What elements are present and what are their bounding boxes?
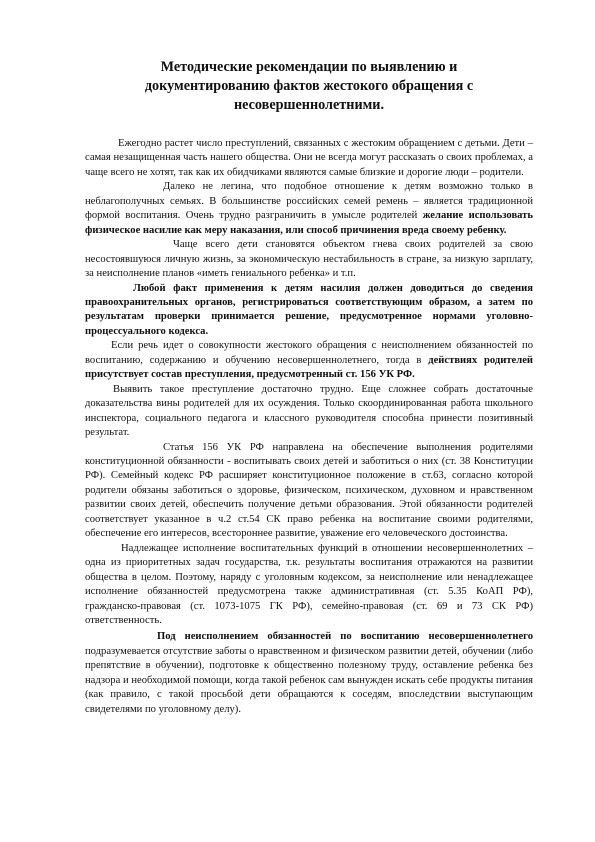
- paragraph-9-emphasis: Под неисполнением обязанностей по воспитанию несовершеннолетнего: [157, 631, 533, 643]
- paragraph-9: [85, 630, 533, 717]
- paragraph-8-text: Надлежащее исполнение воспитательных функций в отношении несовершеннолетних – одна из приоритетных задач государства, т.к. результаты воспитания отражаются на развитии общества в целом. Поэтому, наряду с уголовным кодексом, за неисполнение или ненадлежащее исполнение обязанностей предусмотрена также административная (ст. 5.35 КоАП РФ), гражданско-правовая (ст. 1073-1075 ГК РФ), семейно-правовая (ст. 69 и 73 СК РФ) ответственность.: [85, 542, 533, 626]
- paragraph-5-text: Если речь идет о совокупности жестокого обращения с неисполнением обязанностей по воспитанию, содержанию и обучению несовершеннолетнего, тогда в: [85, 340, 533, 366]
- paragraph-6: [85, 383, 533, 441]
- paragraph-7-text: Статья 156 УК РФ направлена на обеспечение выполнения родителями конституционной обязанности - воспитывать своих детей и заботиться о них (ст. 38 Конституции РФ). Семейный кодекс РФ расширяет конституционное положение в ст.63, согласно которой родители обязаны заботиться о здоровье, физическом, психическом, духовном и нравственном развитии своих детей, обеспечить получение детьми образования. Этой обязанности родителей соответствует указанное в ч.2 ст.54 СК право ребенка на воспитание своими родителями, обеспечение его интересов, всестороннее развитие, уважение его человеческого достоинства.: [85, 441, 533, 540]
- paragraph-2-text: Далеко не легина, что подобное отношение к детям возможно только в неблагополучных семьях. В большинстве российских семей ремень – является традиционной формой воспитания. Очень трудно разграничить в умысле родителей: [85, 181, 533, 222]
- paragraph-4-text: Любой факт применения к детям насилия должен доводиться до сведения правоохранительных органов, регистрироваться соответствующим образом, а затем по результатам проверки принимается решение, предусмотренное нормами уголовно-процессуального кодекса.: [85, 282, 533, 337]
- title-line-2: документированию фактов жестокого обращения с: [144, 78, 474, 94]
- paragraph-5-emphasis: действиях родителей присутствует состав преступления, предусмотренный ст. 156 УК РФ.: [85, 354, 534, 381]
- paragraph-3-text: Чаще всего дети становятся объектом гнева своих родителей за свою несостоявшуюся личную жизнь, за экономическую нестабильность в стране, за низкую зарплату, за неисполнение планов «иметь гениального ребенка» и т.п.: [85, 239, 533, 280]
- page-title: [85, 58, 533, 115]
- paragraph-4: [85, 282, 533, 340]
- paragraph-6-text: Выявить такое преступление достаточно трудно. Еще сложнее собрать достаточные доказательства вины родителей для их осуждения. Только скоординированная работа школьного инспектора, социального педагога и классного руководителя способна принести позитивный результат.: [85, 383, 533, 439]
- paragraph-9-text: подразумевается отсутствие заботы о нравственном и физическом развитии детей, обучении (либо препятствие в обучении), подготовке к общественно полезному труду, оставление ребенка без надзора и необходимой помощи, когда такой ребенок сам вынужден искать себе продукты питания (как правило, с такой просьбой дети обращаются к соседям, впоследствии выступающим свидетелями по уголовному делу).: [85, 645, 533, 715]
- paragraph-8: [85, 542, 533, 629]
- paragraph-2: [85, 180, 533, 238]
- title-line-3: несовершеннолетними.: [233, 97, 385, 113]
- paragraph-1-text: Ежегодно растет число преступлений, связанных с жестоким обращением с детьми. Дети – самая незащищенная часть нашего общества. Они не всегда могут рассказать о своих проблемах, а чаще всего не хотят, так как их обидчиками являются самые близкие и дорогие люди – родители.: [85, 138, 533, 178]
- paragraph-2-emphasis: желание использовать физическое насилие как меру наказания, или способ причинения вреда своему ребенку.: [85, 210, 533, 236]
- paragraph-7: [85, 441, 533, 542]
- paragraph-3: [85, 238, 533, 281]
- paragraph-1: [85, 137, 533, 180]
- paragraph-5: [85, 339, 533, 382]
- title-line-1: Методические рекомендации по выявлению и: [160, 59, 458, 75]
